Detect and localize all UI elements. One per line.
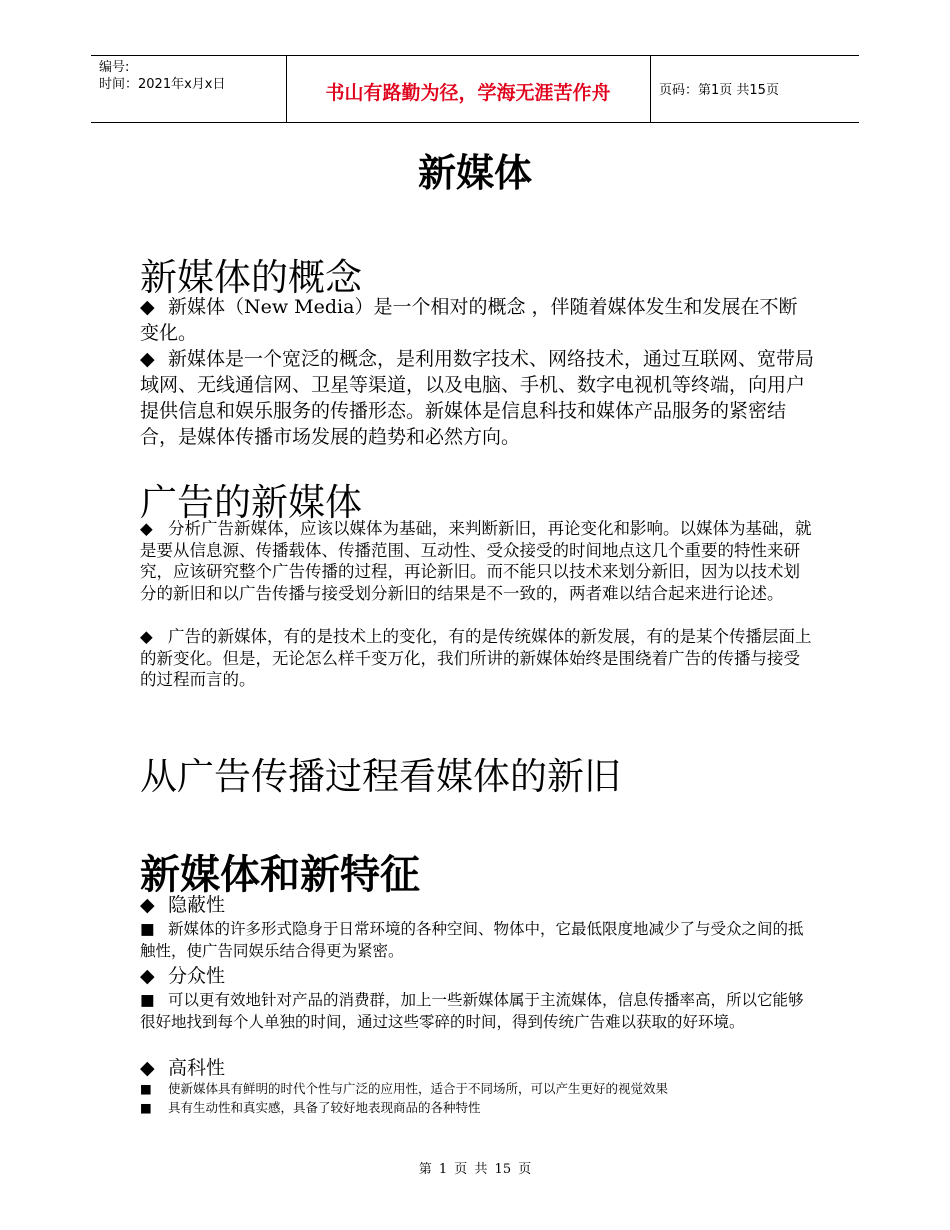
concept-paragraph: ◆ 新媒体是一个宽泛的概念，是利用数字技术、网络技术，通过互联网、宽带局域网、无线通信网、卫星等渠道，以及电脑、手机、数字电视机等终端，向用户提供信息和娱乐服务的传播形态。新媒体是信息科技和媒体产品服务的紧密结合，是媒体传播市场发展的趋势和必然方向。 [140,348,815,448]
section-heading-process: 从广告传播过程看媒体的新旧 [140,755,621,798]
feature-list-item: ■ 使新媒体具有鲜明的时代个性与广泛的应用性，适合于不同场所，可以产生更好的视觉效果 [140,1081,669,1096]
section-heading-concept: 新媒体的概念 [140,256,362,299]
section-heading-features: 新媒体和新特征 [140,851,420,898]
time-label: 时间：2021年x月x日 [99,77,226,92]
diamond-bullet-icon: ◆ [140,348,155,370]
diamond-bullet-icon: ◆ [140,1057,155,1079]
diamond-bullet-icon: ◆ [140,519,153,538]
section-heading-ad-media: 广告的新媒体 [140,481,362,524]
page-info: 页码：第1页 共15页 [659,83,779,98]
ad-media-paragraph: ◆ 广告的新媒体，有的是技术上的变化，有的是传统媒体的新发展，有的是某个传播层面上的新变化。但是，无论怎么样千变万化，我们所讲的新媒体始终是围绕着广告的传播与接受的过程而言的。 [140,627,812,690]
concept-paragraph: ◆ 新媒体（New Media）是一个相对的概念 ，伴随着媒体发生和发展在不断变化。 [140,296,798,344]
diamond-bullet-icon: ◆ [140,296,155,318]
feature-title: ◆ 隐蔽性 [140,894,226,916]
header-table [91,55,859,123]
feature-title: ◆ 分众性 [140,965,226,987]
feature-description: ■ 新媒体的许多形式隐身于日常环境的各种空间、物体中，它最低限度地减少了与受众之间的抵触性，使广告同娱乐结合得更为紧密。 [140,920,804,960]
square-bullet-icon: ■ [140,1081,152,1096]
diamond-bullet-icon: ◆ [140,965,155,987]
header-motto: 书山有路勤为径，学海无涯苦作舟 [325,82,611,104]
document-title: 新媒体 [417,150,532,195]
feature-list-item: ■ 具有生动性和真实感，具备了较好地表现商品的各种特性 [140,1100,481,1115]
square-bullet-icon: ■ [140,1100,152,1115]
diamond-bullet-icon: ◆ [140,894,155,916]
id-label: 编号: [99,60,130,75]
feature-title: ◆ 高科性 [140,1057,226,1079]
square-bullet-icon: ■ [140,991,155,1009]
header-meta [99,59,225,93]
diamond-bullet-icon: ◆ [140,627,153,646]
ad-media-paragraph: ◆ 分析广告新媒体，应该以媒体为基础，来判断新旧，再论变化和影响。以媒体为基础，就是要从信息源、传播载体、传播范围、互动性、受众接受的时间地点这几个重要的特性来研究，应该研究整个广告传播的过程，再论新旧。而不能只以技术来划分新旧，因为以技术划分的新旧和以广告传播与接受划分新旧的结果是不一致的，两者难以结合起来进行论述。 [140,519,812,604]
feature-description: ■ 可以更有效地针对产品的消费群，加上一些新媒体属于主流媒体，信息传播率高，所以它能够很好地找到每个人单独的时间，通过这些零碎的时间，得到传统广告难以获取的好环境。 [140,991,804,1031]
page-footer: 第 1 页 共 15 页 [418,1162,532,1177]
square-bullet-icon: ■ [140,920,155,938]
header-divider [650,56,651,122]
